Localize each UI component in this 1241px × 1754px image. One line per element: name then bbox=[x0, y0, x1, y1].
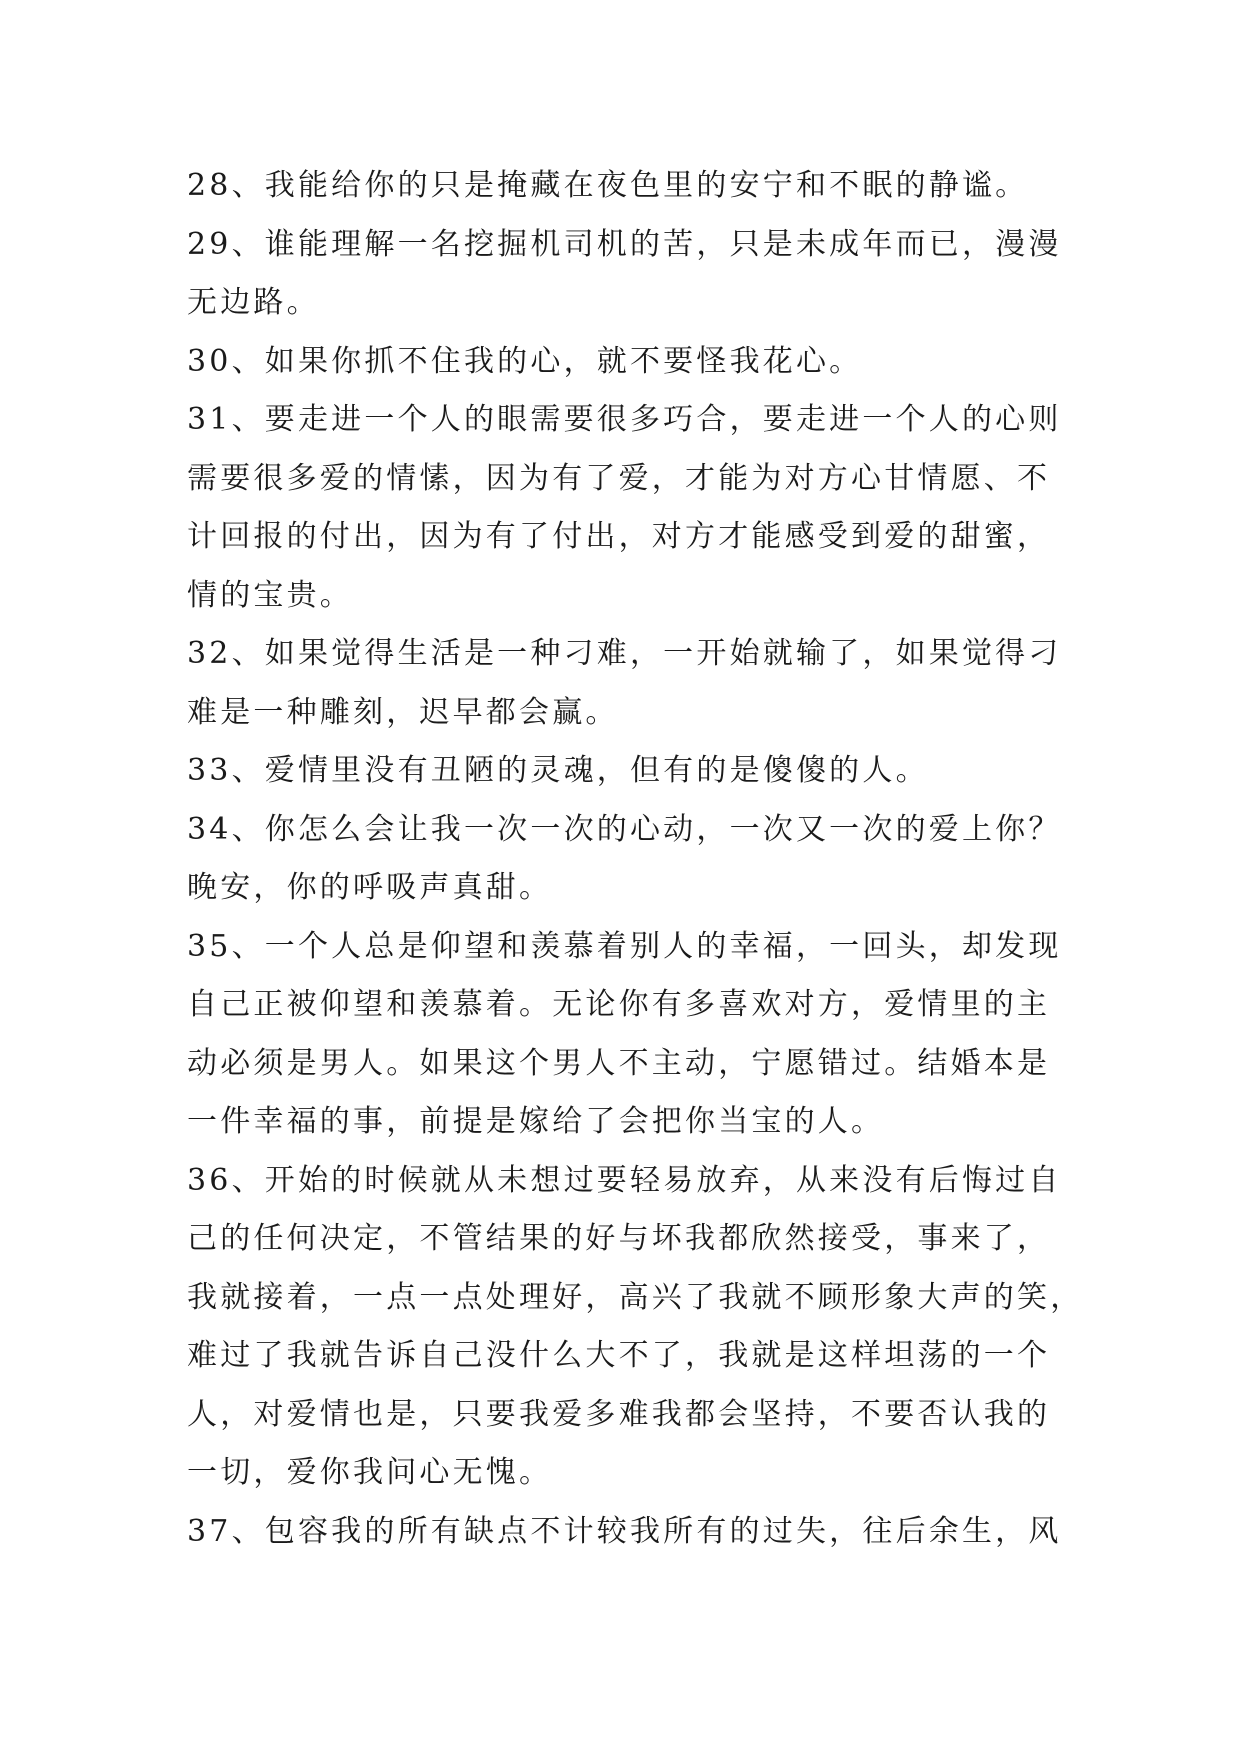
text-line: 35、一个人总是仰望和羡慕着别人的幸福，一回头，却发现 bbox=[187, 928, 1062, 964]
text-line: 计回报的付出，因为有了付出，对方才能感受到爱的甜蜜， bbox=[187, 519, 1051, 554]
text-line: 人，对爱情也是，只要我爱多难我都会坚持，不要否认我的 bbox=[187, 1396, 1051, 1432]
text-line: 31、要走进一个人的眼需要很多巧合，要走进一个人的心则 bbox=[187, 402, 1062, 437]
text-line: 难是一种雕刻，迟早都会赢。 bbox=[187, 694, 619, 730]
text-line: 无边路。 bbox=[187, 285, 320, 320]
text-line: 33、爱情里没有丑陋的灵魂，但有的是傻傻的人。 bbox=[187, 753, 929, 788]
text-line: 晚安，你的呼吸声真甜。 bbox=[187, 870, 553, 905]
text-line: 己的任何决定，不管结果的好与坏我都欣然接受，事来了， bbox=[187, 1221, 1051, 1256]
text-line: 我就接着，一点一点处理好，高兴了我就不顾形象大声的笑， bbox=[187, 1279, 1084, 1315]
text-line: 难过了我就告诉自己没什么大不了，我就是这样坦荡的一个 bbox=[187, 1338, 1051, 1373]
text-line: 28、我能给你的只是掩藏在夜色里的安宁和不眠的静谧。 bbox=[187, 168, 1029, 203]
text-line: 动必须是男人。如果这个男人不主动，宁愿错过。结婚本是 bbox=[187, 1045, 1051, 1081]
text-line: 29、谁能理解一名挖掘机司机的苦，只是未成年而已，漫漫 bbox=[187, 226, 1062, 262]
text-line: 32、如果觉得生活是一种刁难，一开始就输了，如果觉得刁 bbox=[187, 636, 1062, 671]
text-line: 自己正被仰望和羡慕着。无论你有多喜欢对方，爱情里的主 bbox=[187, 987, 1051, 1022]
text-line: 需要很多爱的情愫，因为有了爱，才能为对方心甘情愿、不 bbox=[187, 460, 1051, 496]
text-line: 一切，爱你我问心无愧。 bbox=[187, 1455, 553, 1490]
text-line: 34、你怎么会让我一次一次的心动，一次又一次的爱上你？ bbox=[187, 811, 1062, 847]
text-line: 36、开始的时候就从未想过要轻易放弃，从来没有后悔过自 bbox=[187, 1162, 1062, 1198]
text-line: 30、如果你抓不住我的心，就不要怪我花心。 bbox=[187, 343, 863, 379]
text-line: 一件幸福的事，前提是嫁给了会把你当宝的人。 bbox=[187, 1104, 885, 1139]
document-body bbox=[187, 157, 1084, 1561]
text-line: 37、包容我的所有缺点不计较我所有的过失，往后余生，风 bbox=[187, 1513, 1062, 1549]
text-line: 情的宝贵。 bbox=[187, 577, 353, 613]
